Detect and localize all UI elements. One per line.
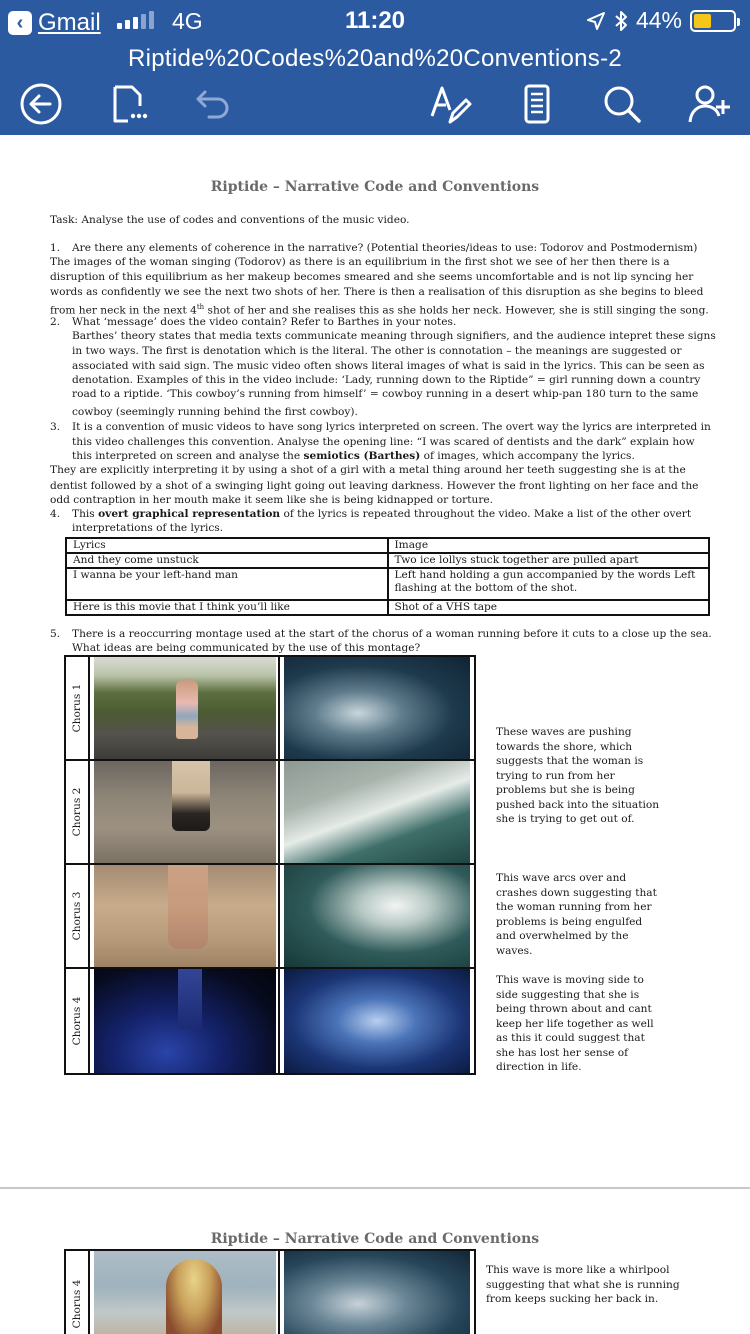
woman-running-sand-image <box>94 761 276 863</box>
table-row <box>66 600 709 615</box>
q1-answer-line: The images of the woman singing (Todorov) as there is an equilibrium in the first shot we see of her then there is a <box>50 256 670 268</box>
undo-icon <box>191 82 235 126</box>
montage-row-label: Chorus 4 <box>71 1279 83 1329</box>
network-type: 4G <box>172 8 203 34</box>
table-header-cell: Lyrics <box>66 538 388 553</box>
doc-title: Riptide – Narrative Code and Conventions <box>210 1231 540 1247</box>
superscript: th <box>196 303 205 311</box>
add-person-icon <box>687 82 731 126</box>
location-arrow-icon <box>586 11 606 31</box>
woman-beach-image <box>94 1251 276 1334</box>
q4-text: of the lyrics is repeated throughout the video. Make a list of the other overt <box>280 508 692 520</box>
share-button[interactable] <box>684 81 734 127</box>
montage-grid <box>64 655 476 1075</box>
lyrics-table <box>65 537 710 616</box>
status-bar <box>0 0 750 40</box>
montage-row <box>66 865 474 969</box>
q1-answer-text: shot of her and she realises this as she holds her neck. However, she is still singing the song. <box>204 304 709 317</box>
bare-feet-sand-image <box>94 865 276 967</box>
montage-grid-page2 <box>64 1249 476 1334</box>
file-menu-button[interactable] <box>103 81 153 127</box>
montage-row <box>66 657 474 761</box>
text-edit-pen-icon <box>428 82 472 126</box>
battery-icon <box>690 10 736 32</box>
q1-label: 1. <box>50 242 61 254</box>
montage-row-label-cell <box>66 865 90 967</box>
clock: 11:20 <box>344 7 406 34</box>
q2-answer-line: road to a riptide. ‘This cowboy’s running from himself’ = cowboy running in a desert whip-pan 180 turn to the same <box>72 388 699 400</box>
table-header-row <box>66 538 709 553</box>
q2-answer-line: cowboy (seemingly running behind the first cowboy). <box>72 406 358 418</box>
crashing-wave-image <box>284 865 470 967</box>
task-text: Task: Analyse the use of codes and conventions of the music video. <box>50 214 410 226</box>
q1-answer-line: words as confidently we see the next two shots of her. There is then a realisation of this disruption as she begins to bleed <box>50 286 704 298</box>
back-button[interactable] <box>16 81 66 127</box>
undo-button[interactable] <box>188 81 238 127</box>
q4-label: 4. <box>50 508 61 520</box>
montage-note: This wave is moving side to side suggesting that she is being thrown about and cant keep her life together as well as this it could suggest that she has lost her sense of direction in life. <box>496 974 654 1073</box>
divider <box>278 865 280 967</box>
waves-image <box>284 657 470 759</box>
q2-answer-line: associated with said sign. The music video often shows literal images of what is said in the lyrics. This can be seen as <box>72 360 705 372</box>
montage-row <box>66 761 474 865</box>
q4-question-line: interpretations of the lyrics. <box>72 522 224 534</box>
search-icon <box>600 82 644 126</box>
reading-view-button[interactable] <box>512 81 562 127</box>
q2-label: 2. <box>50 316 61 328</box>
q4-question-line <box>72 507 691 521</box>
montage-row-label: Chorus 2 <box>71 787 83 837</box>
file-icon <box>106 82 150 126</box>
montage-row-label-cell <box>66 1251 90 1334</box>
doc-title: Riptide – Narrative Code and Conventions <box>210 179 540 195</box>
table-cell: And they come unstuck <box>66 553 388 568</box>
montage-row-label: Chorus 1 <box>71 683 83 733</box>
divider <box>278 969 280 1073</box>
q3-answer-line: dentist followed by a shot of a swinging light going out leaving darkness. However the front lighting on her face and the <box>50 480 699 492</box>
montage-note: This wave arcs over and crashes down suggesting that the woman running from her problems is being engulfed and overwhelmed by the waves. <box>496 872 657 957</box>
table-row <box>66 568 709 600</box>
montage-row-label: Chorus 4 <box>71 996 83 1046</box>
table-cell: Left hand holding a gun accompanied by the words Left flashing at the bottom of the shot. <box>388 568 710 600</box>
mobile-view-icon <box>515 82 559 126</box>
divider <box>278 761 280 863</box>
montage-note: This wave is more like a whirlpool suggesting that what she is running from keeps sucking her back in. <box>486 1264 680 1305</box>
table-row <box>66 553 709 568</box>
q3-answer-line: They are explicitly interpreting it by using a shot of a girl with a metal thing around her teeth suggesting she is at the <box>50 464 686 476</box>
table-cell: Two ice lollys stuck together are pulled apart <box>388 553 710 568</box>
table-cell: Here is this movie that I think you’ll like <box>66 600 388 615</box>
divider <box>278 657 280 759</box>
montage-row-label: Chorus 3 <box>71 891 83 941</box>
q3-question-line: this video challenges this convention. Analyse the opening line: “I was scared of dentists and the dark” explain how <box>72 436 695 448</box>
q3-text: this interpreted on screen and analyse the <box>72 450 304 462</box>
montage-row-label-cell <box>66 761 90 863</box>
table-cell: I wanna be your left-hand man <box>66 568 388 600</box>
q1-answer-line: disruption of this equilibrium as her makeup becomes smeared and she seems uncomfortable and is not lip syncing her <box>50 271 694 283</box>
montage-row <box>66 969 474 1073</box>
battery-fill <box>694 14 711 28</box>
q5-question-line: What ideas are being communicated by the use of this montage? <box>72 642 421 654</box>
q5-question-line: There is a reoccurring montage used at the start of the chorus of a woman running before it cuts to a close up the sea. <box>72 628 712 640</box>
montage-row-label-cell <box>66 969 90 1073</box>
q2-answer-line: denotation. Examples of this in the video include: ‘Lady, running down to the Riptide” = girl running down a country <box>72 374 701 386</box>
table-cell: Shot of a VHS tape <box>388 600 710 615</box>
whirlpool-sea-image <box>284 1251 470 1334</box>
document-title-bar: Riptide%20Codes%20and%20Conventions-2 <box>0 40 750 80</box>
table-header-cell: Image <box>388 538 710 553</box>
q3-bold-text: semiotics (Barthes) <box>303 450 421 462</box>
search-button[interactable] <box>597 81 647 127</box>
q2-answer-line: in two ways. The first is denotation which is the literal. The other is connotation – the meanings are suggested or <box>72 345 682 357</box>
battery-percent: 44% <box>635 7 682 33</box>
wave-crest-image <box>284 761 470 863</box>
q2-question: What ‘message’ does the video contain? Refer to Barthes in your notes. <box>72 316 457 328</box>
divider <box>278 1251 280 1334</box>
montage-row-label-cell <box>66 657 90 759</box>
woman-running-road-image <box>94 657 276 759</box>
q4-text: This <box>72 508 99 520</box>
q5-label: 5. <box>50 628 61 640</box>
blue-sea-image <box>284 969 470 1073</box>
document-view[interactable] <box>0 135 750 1334</box>
q3-question-line: It is a convention of music videos to have song lyrics interpreted on screen. The overt way the lyrics are interpreted in <box>72 421 711 433</box>
night-running-image <box>94 969 276 1073</box>
back-app-label: Gmail <box>38 9 101 36</box>
montage-note: These waves are pushing towards the shore, which suggests that the woman is trying to run from her problems but she is being pushed back into the situation she is trying to get out of. <box>496 726 660 825</box>
back-arrow-icon <box>19 82 63 126</box>
q3-text: of images, which accompany the lyrics. <box>420 450 635 462</box>
q1-question: Are there any elements of coherence in the narrative? (Potential theories/ideas to use: Todorov and Postmodernism) <box>72 242 698 254</box>
edit-text-button[interactable] <box>425 81 475 127</box>
chevron-left-icon: ‹ <box>8 11 32 35</box>
q3-answer-line: odd contraption in her mouth make it seem like she is being kidnapped or torture. <box>50 494 494 506</box>
toolbar <box>0 80 750 135</box>
q1-answer-text: from her neck in the next 4 <box>50 304 197 317</box>
page-break <box>0 1187 750 1189</box>
q3-label: 3. <box>50 421 61 433</box>
bluetooth-icon <box>614 10 628 32</box>
q2-answer-line: Barthes’ theory states that media texts communicate meaning through signifiers, and the audience intepret these signs <box>72 330 716 342</box>
q3-question-line <box>72 449 635 463</box>
q4-bold-text: overt graphical representation <box>98 508 281 520</box>
